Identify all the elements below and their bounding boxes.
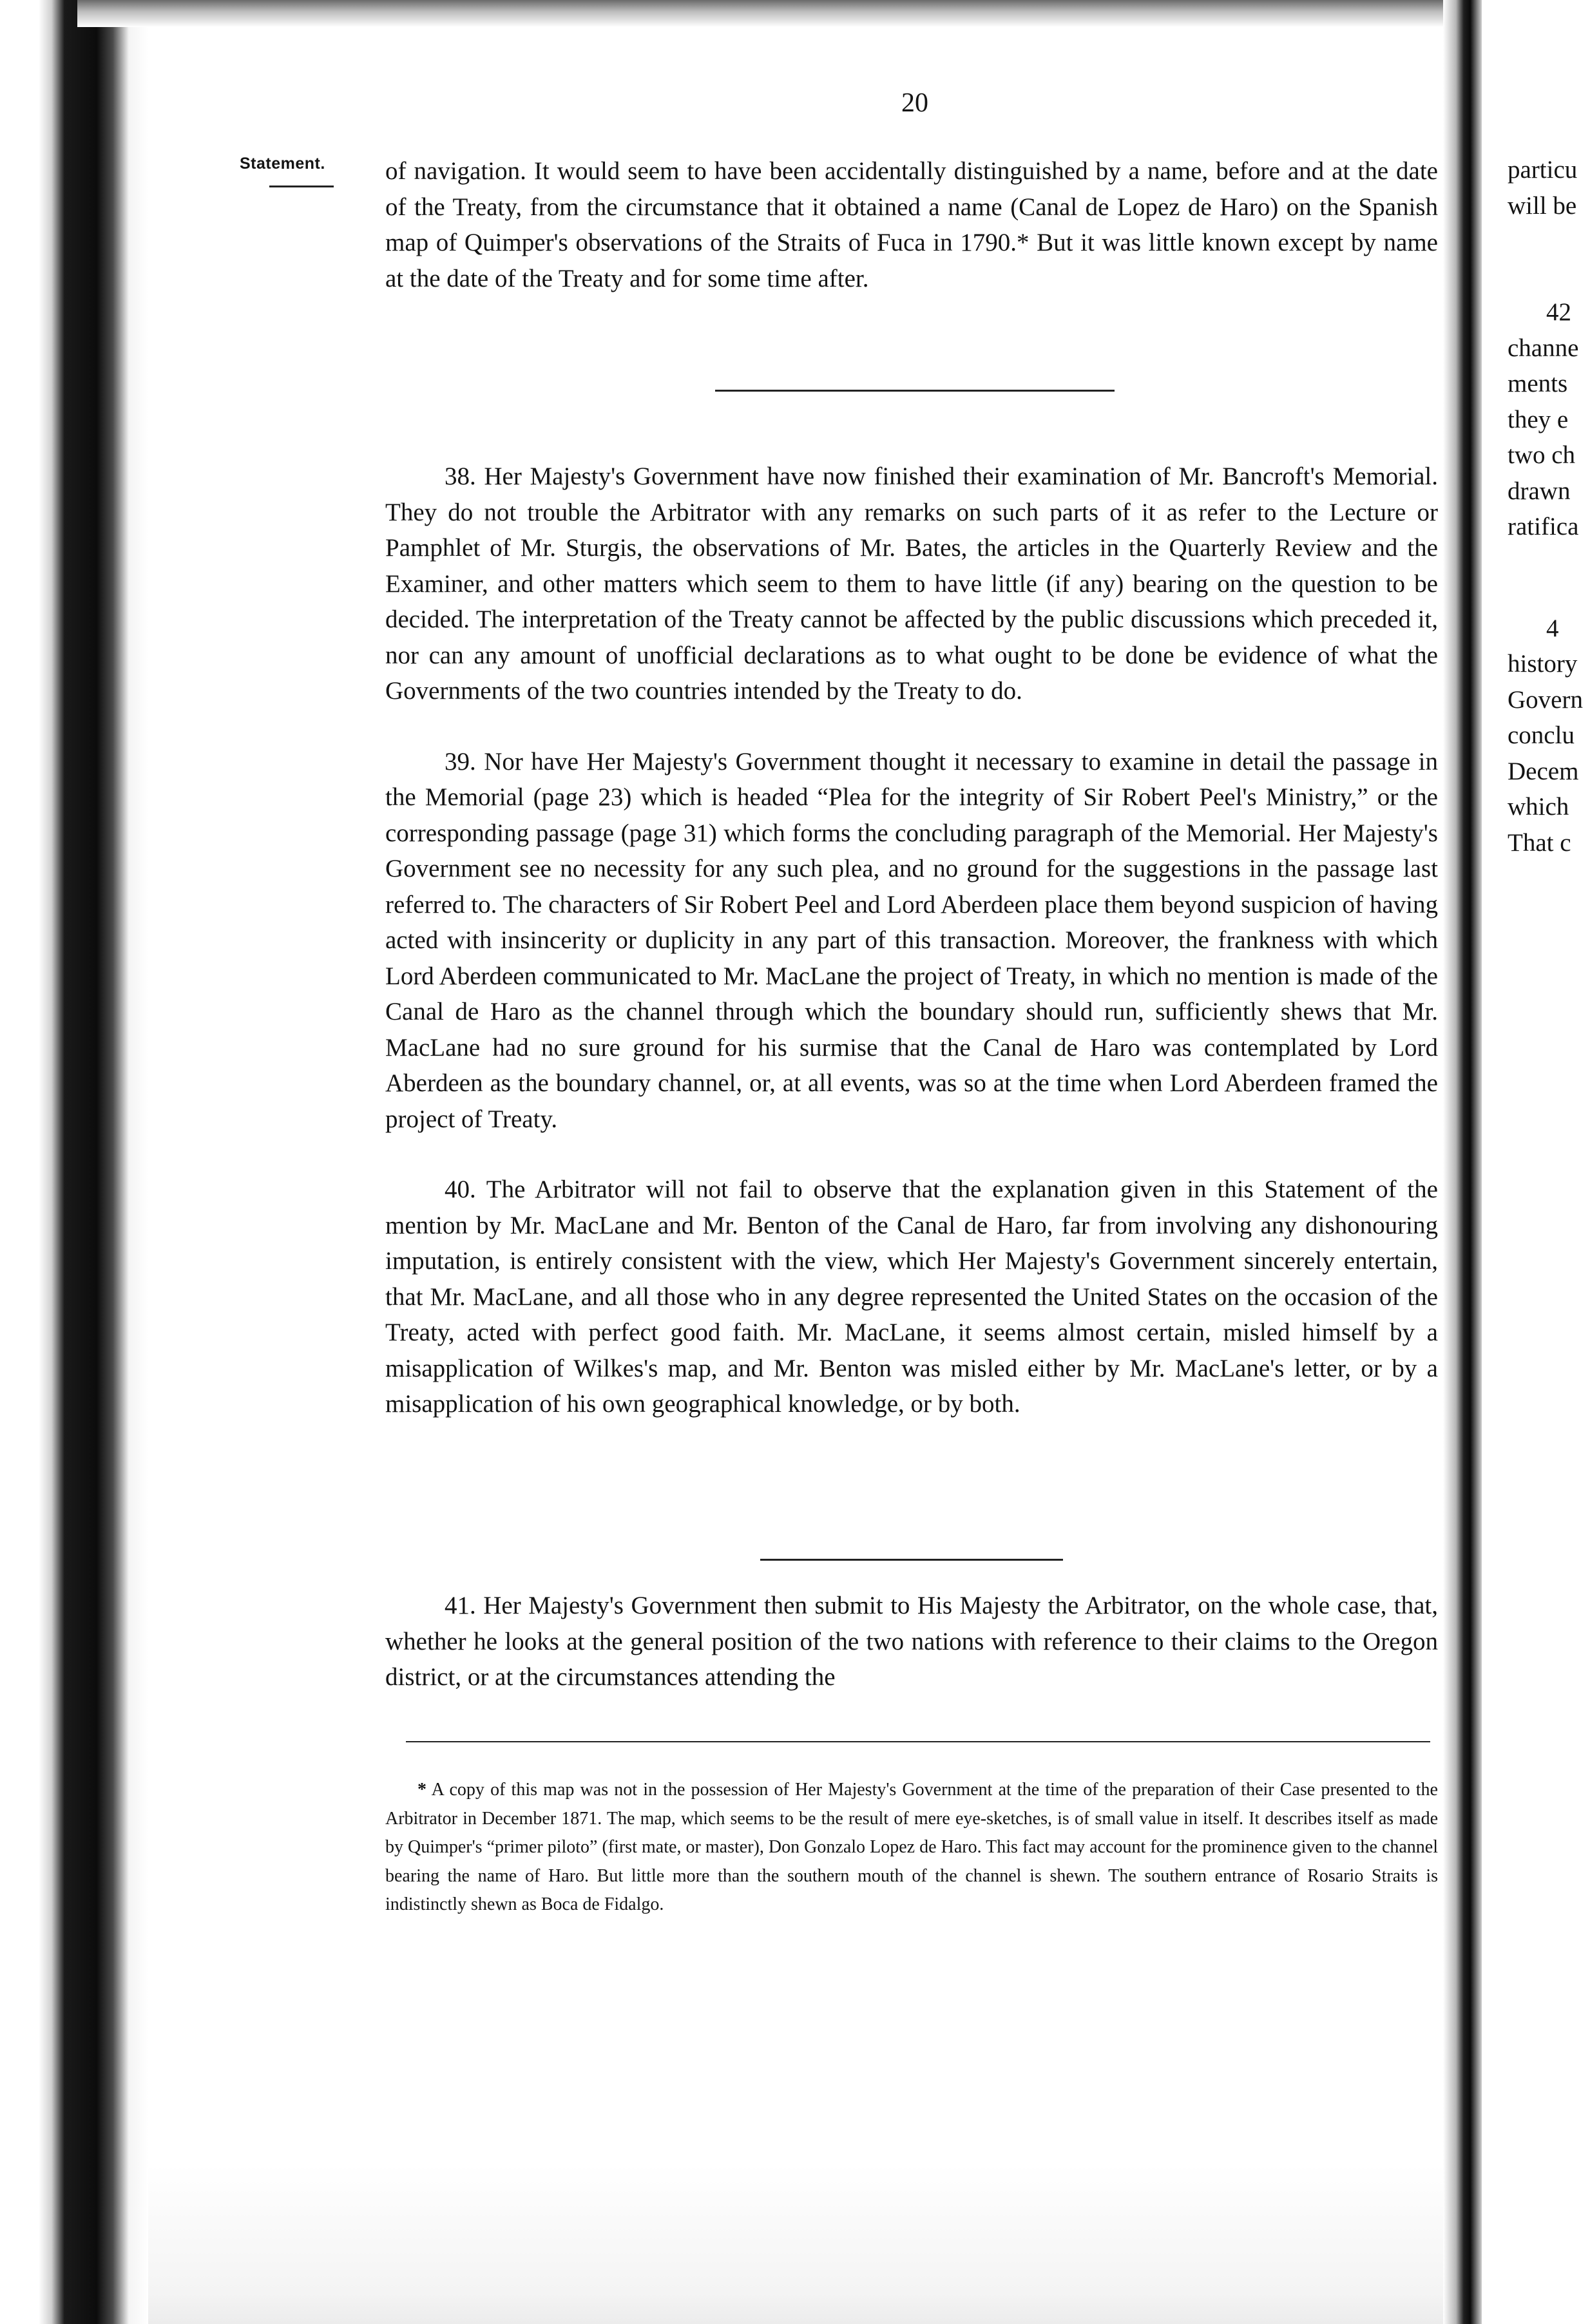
- opening-paragraph: of navigation. It would seem to have been accidentally distinguished by a name, before and at the date of the Treaty, from the circumstance that it obtained a name (Canal de Lopez de Haro) on the Spanish map of Quimper's observations of the Straits of Fuca in 1790.* But it was little known except by name at the date of the Treaty and for some time after.: [385, 157, 1438, 292]
- paragraph-number: 38.: [445, 462, 476, 490]
- binding-edge: [0, 0, 148, 2324]
- paragraph-number: 39.: [445, 747, 476, 776]
- footnote-marker: *: [417, 1780, 426, 1800]
- fragment-line: That c: [1508, 828, 1571, 857]
- fragment-line: which: [1508, 793, 1569, 821]
- paragraph-block: [385, 1588, 1438, 1695]
- paragraph-text: The Arbitrator will not fail to observe that the explanation given in this Statement of the mention by Mr. MacLane and Mr. Benton of the Canal de Haro, far from involving any dishonouring imputation, is entirely consistent with the view, which Her Majesty's Government sincerely entertain, that Mr. MacLane, and all those who in any degree represented the United States on the occasion of the Treaty, acted with perfect good faith. Mr. MacLane, it seems almost certain, misled himself by a misapplication of Wilkes's map, and Mr. Benton was misled either by Mr. MacLane's letter, or by a misapplication of his own geographical knowledge, or by both.: [385, 1176, 1438, 1418]
- paragraph-text: Her Majesty's Government then submit to His Majesty the Arbitrator, on the whole case, that, whether he looks at the general position of the two nations with reference to their claims to the Oregon district, or at the circumstances attending the: [385, 1592, 1439, 1691]
- paragraph-text: Her Majesty's Government have now finished their examination of Mr. Bancroft's Memorial. They do not trouble the Arbitrator with any remarks on such parts of it as refer to the Lecture or Pamphlet of Mr. Sturgis, the observations of Mr. Bates, the articles in the Quarterly Review and the Examiner, and other matters which seem to them to have little (if any) bearing on the question to be decided. The interpretation of the Treaty cannot be affected by the public discussions which preceded it, nor can any amount of unofficial declarations as to what ought to be done be evidence of what the Governments of the two countries intended by the Treaty to do.: [385, 462, 1438, 705]
- fragment-line: they e: [1508, 405, 1569, 433]
- fragment-gap: [1508, 545, 1590, 611]
- fragment-gap: [1508, 224, 1590, 294]
- footnote-text: A copy of this map was not in the possession of Her Majesty's Government at the time of the preparation of their Case presented to the Arbitrator in December 1871. The map, which seems to be the result of mere eye-sketches, is of small value in itself. It describes itself as made by Quimper's “primer piloto” (first mate, or master), Don Gonzalo Lopez de Haro. This fact may account for the prominence given to the channel bearing the name of Haro. But little more than the southern mouth of the channel is shewn. The southern entrance of Rosario Straits is indistinctly shewn as Boca de Fidalgo.: [385, 1780, 1438, 1914]
- fragment-line: ratifica: [1508, 513, 1579, 540]
- fragment-line: history: [1508, 650, 1578, 678]
- adjacent-page-fragment: [1508, 152, 1590, 1183]
- fragment-line: particu: [1508, 156, 1578, 184]
- opening-paragraph-block: [385, 153, 1438, 296]
- paragraph-41: [385, 1588, 1438, 1695]
- footnote: [385, 1776, 1438, 1919]
- fragment-line: channe: [1508, 334, 1579, 362]
- fragment-line: Govern: [1508, 685, 1583, 714]
- section-divider: [715, 390, 1115, 392]
- fragment-line: 4: [1546, 614, 1559, 642]
- margin-label: Statement.: [240, 155, 325, 173]
- margin-label-rule: [269, 186, 334, 187]
- paragraph-text: Nor have Her Majesty's Government thought it necessary to examine in detail the passage in the Memorial (page 23) which is headed “Plea for the integrity of Sir Robert Peel's Ministry,” or the corresponding passage (page 31) which forms the concluding paragraph of the Memorial. Her Majesty's Government see no necessity for any such plea, and no ground for the suggestions in the passage last referred to. The characters of Sir Robert Peel and Lord Aberdeen place them beyond suspicion of having acted with insincerity or duplicity in any part of this transaction. Moreover, the frankness with which Lord Aberdeen communicated to Mr. MacLane the project of Treaty, in which no mention is made of the Canal de Haro as the channel through which the boundary should run, sufficiently shews that Mr. MacLane had no sure ground for his surmise that the Canal de Haro was contemplated by Lord Aberdeen as the boundary channel, or, at all events, was so at the time when Lord Aberdeen framed the project of Treaty.: [385, 747, 1439, 1133]
- footnote-rule: [406, 1741, 1430, 1742]
- paragraph-40: [385, 1172, 1438, 1422]
- fragment-line: drawn: [1508, 477, 1571, 505]
- paragraph-38: [385, 459, 1438, 709]
- bottom-shade: [148, 2164, 1443, 2324]
- paragraph-number: 40.: [445, 1176, 476, 1203]
- top-shadow: [77, 0, 1482, 27]
- fragment-line: conclu: [1508, 721, 1575, 749]
- fragment-line: two ch: [1508, 441, 1576, 469]
- fragment-line: 42: [1546, 298, 1571, 326]
- page-gutter: [1443, 0, 1482, 2324]
- paragraph-39: [385, 744, 1438, 1138]
- section-divider: [760, 1559, 1063, 1561]
- page-number: 20: [901, 88, 928, 118]
- fragment-line: will be: [1508, 191, 1577, 220]
- paragraph-block: [385, 459, 1438, 1422]
- paragraph-number: 41.: [445, 1592, 476, 1619]
- fragment-line: ments: [1508, 370, 1568, 397]
- fragment-line: Decem: [1508, 757, 1579, 785]
